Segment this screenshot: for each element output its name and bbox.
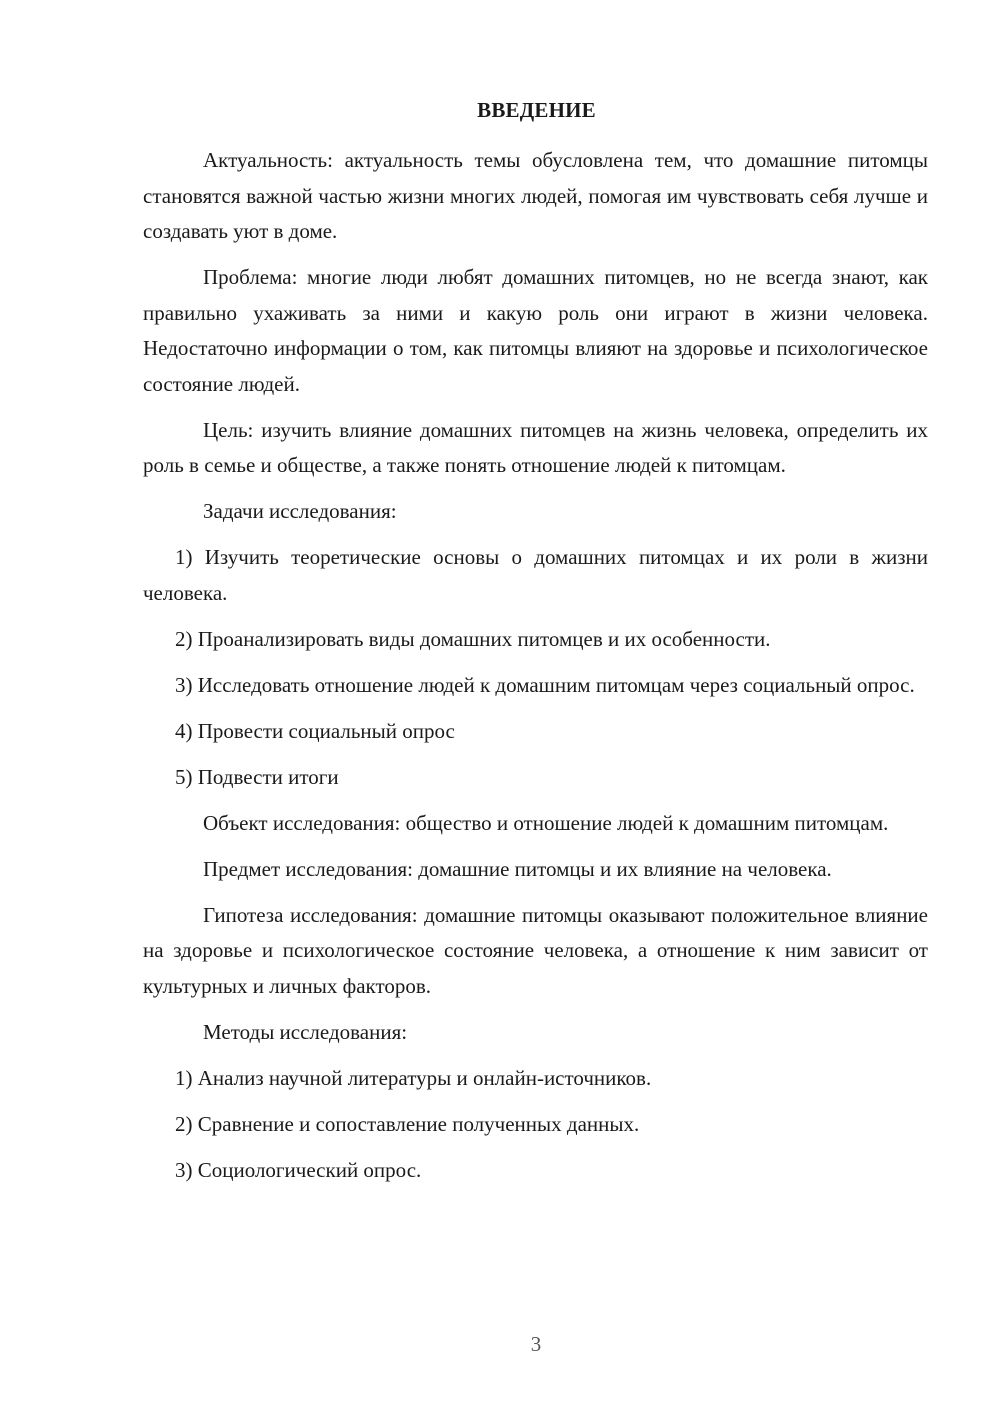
- list-item-task-4: 4) Провести социальный опрос: [175, 718, 455, 743]
- methods-title: Методы исследования:: [203, 1019, 408, 1044]
- list-item-task-2: 2) Проанализировать виды домашних питомцев и их особенности.: [175, 626, 771, 651]
- paragraph-subject: Предмет исследования: домашние питомцы и их влияние на человека.: [203, 856, 832, 881]
- page-title: ВВЕДЕНИЕ: [477, 98, 596, 122]
- paragraph-goal: Цель: изучить влияние домашних питомцев на жизнь человека, определить их роль в семье и обществе, а также понять отношение людей к питомцам.: [143, 417, 928, 477]
- document-page: [143, 95, 928, 1199]
- list-item-method-3: 3) Социологический опрос.: [175, 1157, 422, 1182]
- paragraph-hypothesis: Гипотеза исследования: домашние питомцы оказывают положительное влияние на здоровье и психологическое состояние человека, а отношение к ним зависит от культурных и личных факторов.: [143, 902, 928, 998]
- paragraph-problem: Проблема: многие люди любят домашних питомцев, но не всегда знают, как правильно ухаживать за ними и какую роль они играют в жизни человека. Недостаточно информации о том, как питомцы влияют на здоровье и психологическое состояние людей.: [143, 265, 928, 396]
- list-item-method-1: 1) Анализ научной литературы и онлайн-источников.: [175, 1065, 652, 1090]
- paragraph-relevance: Актуальность: актуальность темы обусловлена тем, что домашние питомцы становятся важной частью жизни многих людей, помогая им чувствовать себя лучше и создавать уют в доме.: [143, 148, 928, 243]
- list-item-task-5: 5) Подвести итоги: [175, 764, 339, 789]
- list-item-task-1: 1) Изучить теоретические основы о домашних питомцах и их роли в жизни человека.: [143, 545, 928, 605]
- tasks-title: Задачи исследования:: [203, 499, 397, 523]
- page-number: 3: [530, 1332, 542, 1356]
- paragraph-object: Объект исследования: общество и отношение людей к домашним питомцам.: [203, 810, 889, 835]
- list-item-method-2: 2) Сравнение и сопоставление полученных данных.: [175, 1111, 640, 1136]
- list-item-task-3: 3) Исследовать отношение людей к домашним питомцам через социальный опрос.: [175, 672, 915, 697]
